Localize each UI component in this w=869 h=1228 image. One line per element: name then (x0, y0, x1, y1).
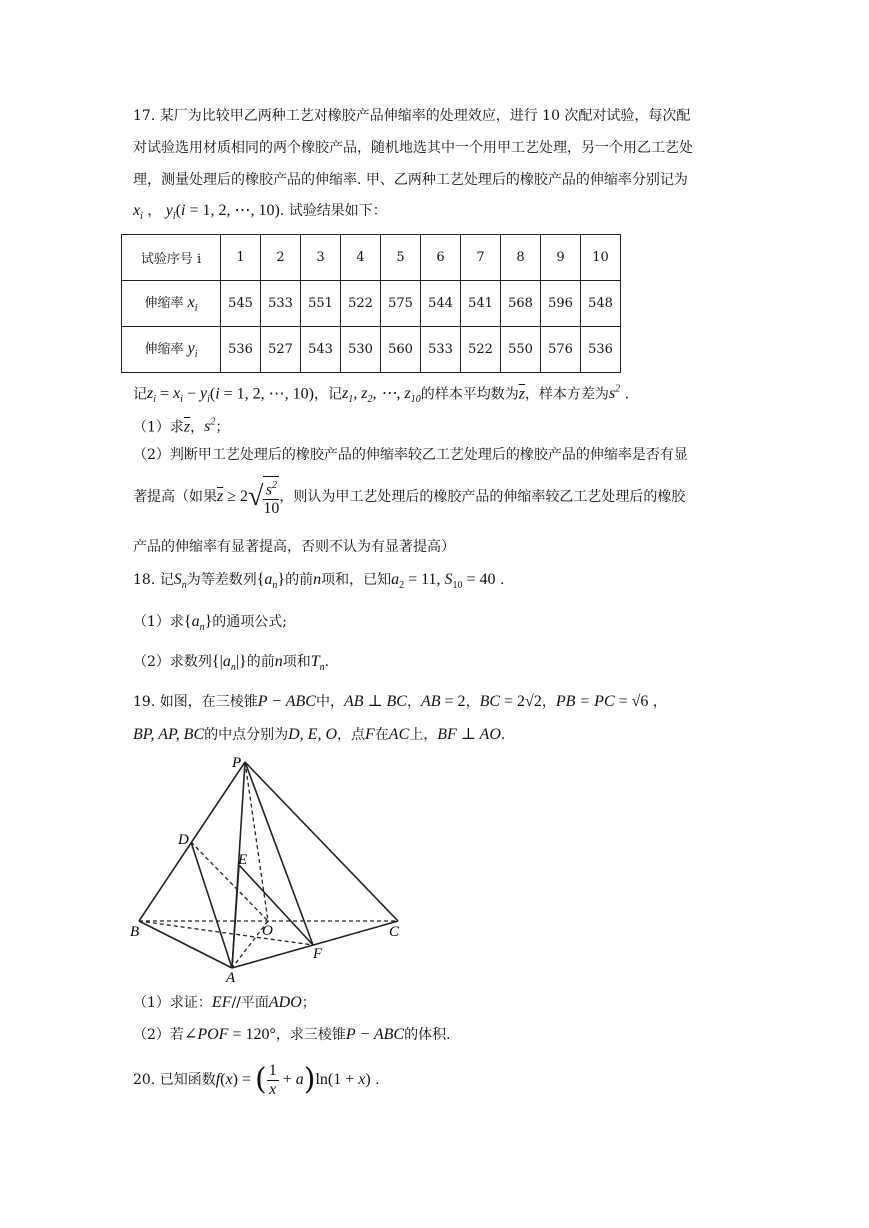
table-cell: 9 (541, 235, 581, 281)
label-B: B (130, 924, 140, 940)
q19-part1: （1）求证：EF//平面ADO； (133, 994, 316, 1011)
tetrahedron-figure (128, 752, 418, 984)
q17-line4: $x_i$ ， $y_i(i = 1$, 2, ⋯, 10). 试验结果如下： (133, 202, 387, 223)
table-cell: 8 (501, 235, 541, 281)
q17-line3: 理，测量处理后的橡胶产品的伸缩率. 甲、乙两种工艺处理后的橡胶产品的伸缩率分别记为 (133, 172, 688, 188)
table-cell: 522 (461, 327, 501, 373)
table-cell: 575 (381, 281, 421, 327)
table-cell: 560 (381, 327, 421, 373)
table-cell: 522 (341, 281, 381, 327)
table-cell: 576 (541, 327, 581, 373)
label-P: P (232, 755, 242, 771)
table-cell: 3 (301, 235, 341, 281)
table-header-label: 试验序号 i (122, 235, 221, 281)
table-cell: 533 (261, 281, 301, 327)
table-row-x (122, 281, 621, 327)
q17-note: 记$z_i = x_i - y_i(i = 1$, 2, ⋯, 10)，记$z_1$, $z_2$, ⋯, $z_{10}$的样本平均数为$\overline{z}$，样本方差为$s^2$ . (133, 384, 630, 406)
label-D: D (178, 832, 189, 848)
table-row-y-label: 伸缩率 $y_i$ (122, 327, 221, 373)
q19-part2: （2）若∠POF = 120°，求三棱锥P − ABC的体积. (133, 1026, 451, 1043)
q18-part2: （2）求数列$\{|a_n|\}$的前n项和$T_n$. (133, 653, 330, 674)
table-cell: 596 (541, 281, 581, 327)
label-A: A (226, 970, 236, 984)
q17-part2-line3: 产品的伸缩率有显著提高，否则不认为有显著提高） (133, 539, 455, 555)
label-C: C (389, 924, 400, 940)
table-cell: 530 (341, 327, 381, 373)
q17-part2-line1: （2）判断甲工艺处理后的橡胶产品的伸缩率较乙工艺处理后的橡胶产品的伸缩率是否有显 (133, 447, 688, 463)
table-cell: 533 (421, 327, 461, 373)
q19-stem-line1: 19. 如图，在三棱锥P − ABC中，AB ⊥ BC，AB = 2，BC = 2√2，PB = PC = √6 ， (133, 693, 667, 710)
table-cell: 527 (261, 327, 301, 373)
table-row-index (122, 235, 621, 281)
q17-part2-line2: 著提高（如果$\overline{z} \ge 2√$ $\frac{s^2}{10}$ ，则认为甲工艺处理后的橡胶产品的伸缩率较乙工艺处理后的橡胶 (133, 476, 685, 518)
q17-part1: （1）求$\overline{z}$，$s^2$； (133, 417, 230, 436)
table-cell: 536 (221, 327, 261, 373)
table-cell: 548 (581, 281, 621, 327)
q17-line4-text: . 试验结果如下： (279, 203, 387, 219)
table-cell: 10 (581, 235, 621, 281)
table-cell: 543 (301, 327, 341, 373)
table-cell: 7 (461, 235, 501, 281)
q20-stem: 20. 已知函数f(x) = ( $\frac{1}{x}$ + a)ln(1 + x) . (133, 1061, 380, 1098)
table-cell: 536 (581, 327, 621, 373)
table-row-x-label: 伸缩率 $x_i$ (122, 281, 221, 327)
q17-line1: 17. 某厂为比较甲乙两种工艺对橡胶产品伸缩率的处理效应，进行 10 次配对试验，每次配 (133, 108, 691, 124)
label-F: F (313, 946, 323, 962)
table-cell: 4 (341, 235, 381, 281)
table-cell: 5 (381, 235, 421, 281)
table-cell: 545 (221, 281, 261, 327)
label-O: O (262, 923, 273, 939)
table-cell: 541 (461, 281, 501, 327)
q18-stem: 18. 记$S_n$为等差数列$\{a_n\}$的前n项和，已知$a_2 = 11$, $S_{10} = 40$ . (133, 571, 505, 592)
experiment-table (121, 234, 621, 373)
label-E: E (238, 852, 248, 868)
table-cell: 551 (301, 281, 341, 327)
q19-stem-line2: BP, AP, BC的中点分别为D, E, O，点F在AC上，BF ⊥ AO. (133, 726, 506, 743)
table-cell: 544 (421, 281, 461, 327)
q18-part1: （1）求$\{a_n\}$的通项公式; (133, 613, 288, 634)
table-cell: 2 (261, 235, 301, 281)
table-cell: 1 (221, 235, 261, 281)
q17-line2: 对试验选用材质相同的两个橡胶产品，随机地选其中一个用甲工艺处理，另一个用乙工艺处 (133, 140, 693, 156)
table-row-y (122, 327, 621, 373)
table-cell: 550 (501, 327, 541, 373)
table-cell: 6 (421, 235, 461, 281)
table-cell: 568 (501, 281, 541, 327)
